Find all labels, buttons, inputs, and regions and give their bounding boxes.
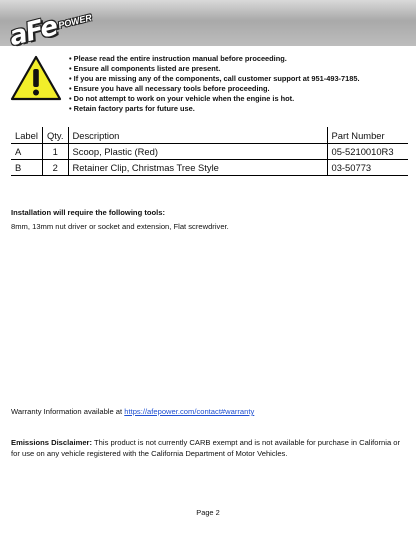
- cell-part-number: 05-5210010R3: [327, 144, 408, 160]
- warning-item: • Ensure all components listed are present.: [69, 64, 360, 74]
- page-number: Page 2: [196, 508, 220, 517]
- table-row: [11, 144, 408, 160]
- disclaimer-text: This product is not currently CARB exempt and is not available for purchase in California or for use on any vehicle registered with the California Department of Motor Vehicles.: [11, 438, 401, 458]
- tools-heading: Installation will require the following tools:: [11, 208, 165, 217]
- table-row: [11, 160, 408, 176]
- cell-label: A: [11, 144, 43, 160]
- warning-list: [69, 54, 360, 115]
- warning-item: • Do not attempt to work on your vehicle when the engine is hot.: [69, 94, 360, 104]
- warning-item: • Ensure you have all necessary tools before proceeding.: [69, 84, 360, 94]
- column-header-part-number: Part Number: [327, 127, 408, 144]
- cell-description: Scoop, Plastic (Red): [68, 144, 327, 160]
- warranty-link[interactable]: https://afepower.com/contact#warranty: [124, 407, 255, 416]
- logo-sub-text: POWER: [57, 12, 93, 31]
- emissions-disclaimer: [11, 437, 407, 459]
- cell-qty: 1: [43, 144, 69, 160]
- warning-triangle-icon: [10, 55, 62, 102]
- warranty-text: Warranty Information available at: [11, 407, 125, 416]
- logo-main-text: aFe: [6, 11, 61, 53]
- table-header-row: [11, 127, 408, 144]
- cell-label: B: [11, 160, 43, 176]
- parts-table: [11, 127, 408, 176]
- warranty-line: [11, 407, 254, 416]
- tools-list: 8mm, 13mm nut driver or socket and extension, Flat screwdriver.: [11, 222, 229, 231]
- cell-part-number: 03-50773: [327, 160, 408, 176]
- column-header-qty: Qty.: [43, 127, 69, 144]
- column-header-description: Description: [68, 127, 327, 144]
- cell-description: Retainer Clip, Christmas Tree Style: [68, 160, 327, 176]
- cell-qty: 2: [43, 160, 69, 176]
- warning-item: • Please read the entire instruction manual before proceeding.: [69, 54, 360, 64]
- warning-item: • If you are missing any of the components, call customer support at 951-493-7185.: [69, 74, 360, 84]
- disclaimer-label: Emissions Disclaimer:: [11, 438, 93, 447]
- column-header-label: Label: [11, 127, 43, 144]
- warning-item: • Retain factory parts for future use.: [69, 104, 360, 114]
